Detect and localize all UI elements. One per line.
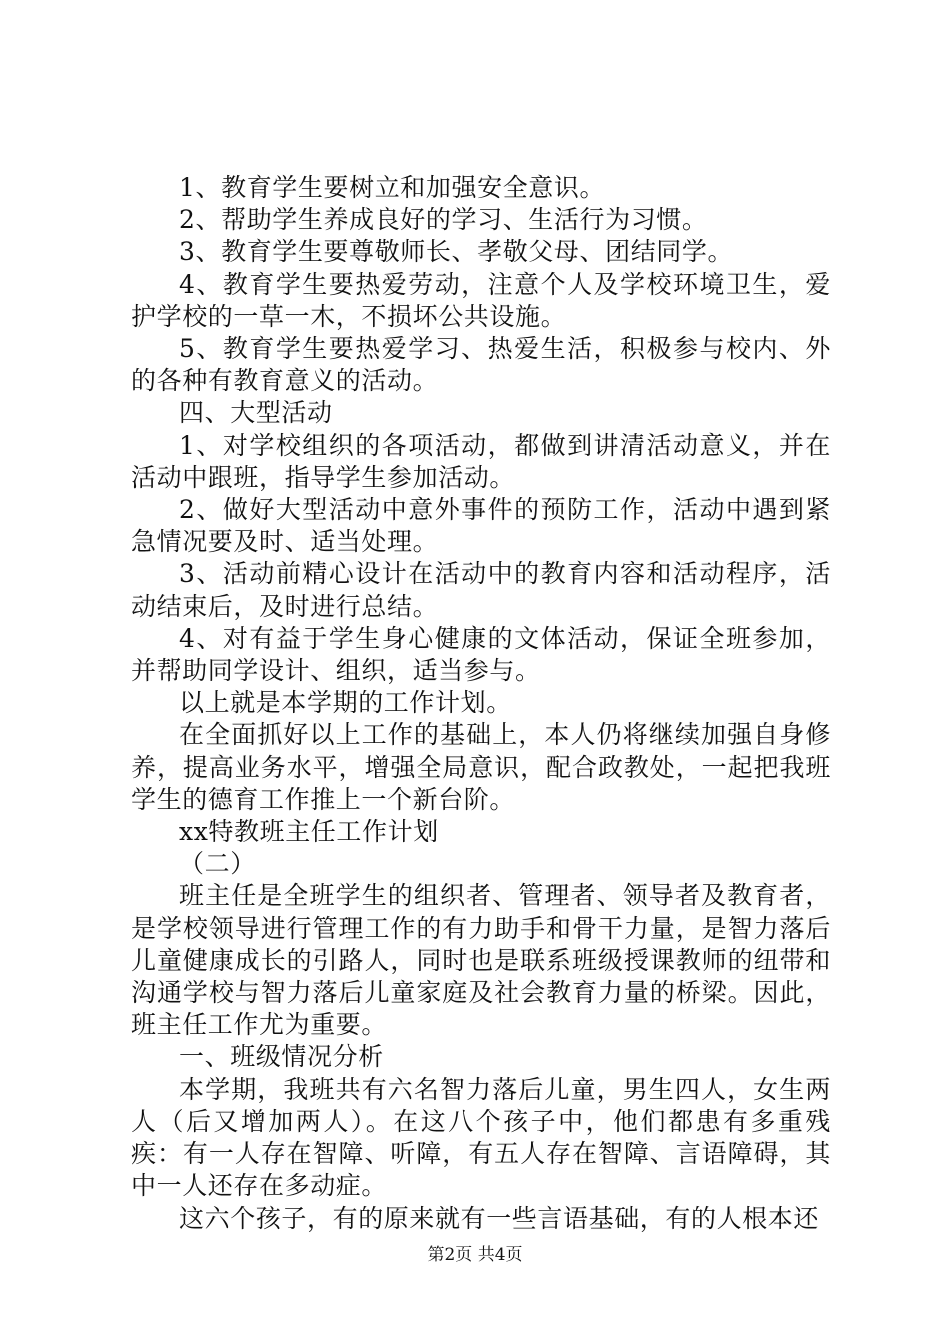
section-heading-class-analysis: 一、班级情况分析: [179, 1042, 384, 1072]
page-footer: [0, 1244, 950, 1266]
paragraph-activity-1: 1、对学校组织的各项活动，都做到讲清活动意义，并在活动中跟班，指导学生参加活动。: [131, 430, 831, 492]
page-number-label: 第2页 共4页: [427, 1245, 523, 1265]
paragraph-children: 这六个孩子，有的原来就有一些言语基础，有的人根本还: [179, 1203, 820, 1233]
paragraph-plan-summary: 以上就是本学期的工作计划。: [179, 688, 512, 718]
section-heading-activities: 四、大型活动: [179, 398, 333, 428]
paragraph-activity-4: 4、对有益于学生身心健康的文体活动，保证全班参加，并帮助同学设计、组织，适当参与。: [131, 623, 831, 686]
paragraph-habits: 2、帮助学生养成良好的学习、生活行为习惯。: [179, 205, 708, 235]
paragraph-activity-2: 2、做好大型活动中意外事件的预防工作，活动中遇到紧急情况要及时、适当处理。: [131, 495, 831, 557]
document-body: [131, 172, 831, 1235]
paragraph-activity-3: 3、活动前精心设计在活动中的教育内容和活动程序，活动结束后，及时进行总结。: [131, 559, 831, 621]
paragraph-labor: 4、教育学生要热爱劳动，注意个人及学校环境卫生，爱护学校的一草一木，不损坏公共设施。: [131, 269, 831, 331]
document-title: xx特教班主任工作计划: [179, 817, 439, 847]
paragraph-respect: 3、教育学生要尊敬师长、孝敬父母、团结同学。: [179, 237, 734, 267]
document-subtitle: （二）: [179, 849, 256, 879]
paragraph-conclusion: 在全面抓好以上工作的基础上，本人仍将继续加强自身修养，提高业务水平，增强全局意识，配合政教处，一起把我班学生的德育工作推上一个新台阶。: [131, 720, 831, 814]
paragraph-safety: 1、教育学生要树立和加强安全意识。: [179, 173, 606, 202]
paragraph-intro: 班主任是全班学生的组织者、管理者、领导者及教育者，是学校领导进行管理工作的有力助手和骨干力量，是智力落后儿童健康成长的引路人，同时也是联系班级授课教师的纽带和沟通学校与智力落后儿童家庭及社会教育力量的桥梁。因此，班主任工作尤为重要。: [131, 881, 831, 1040]
paragraph-class-analysis: 本学期，我班共有六名智力落后儿童，男生四人，女生两人（后又增加两人）。在这八个孩子中，他们都患有多重残疾：有一人存在智障、听障，有五人存在智障、言语障碍，其中一人还存在多动症。: [131, 1074, 831, 1201]
paragraph-study: 5、教育学生要热爱学习、热爱生活，积极参与校内、外的各种有教育意义的活动。: [131, 334, 831, 396]
